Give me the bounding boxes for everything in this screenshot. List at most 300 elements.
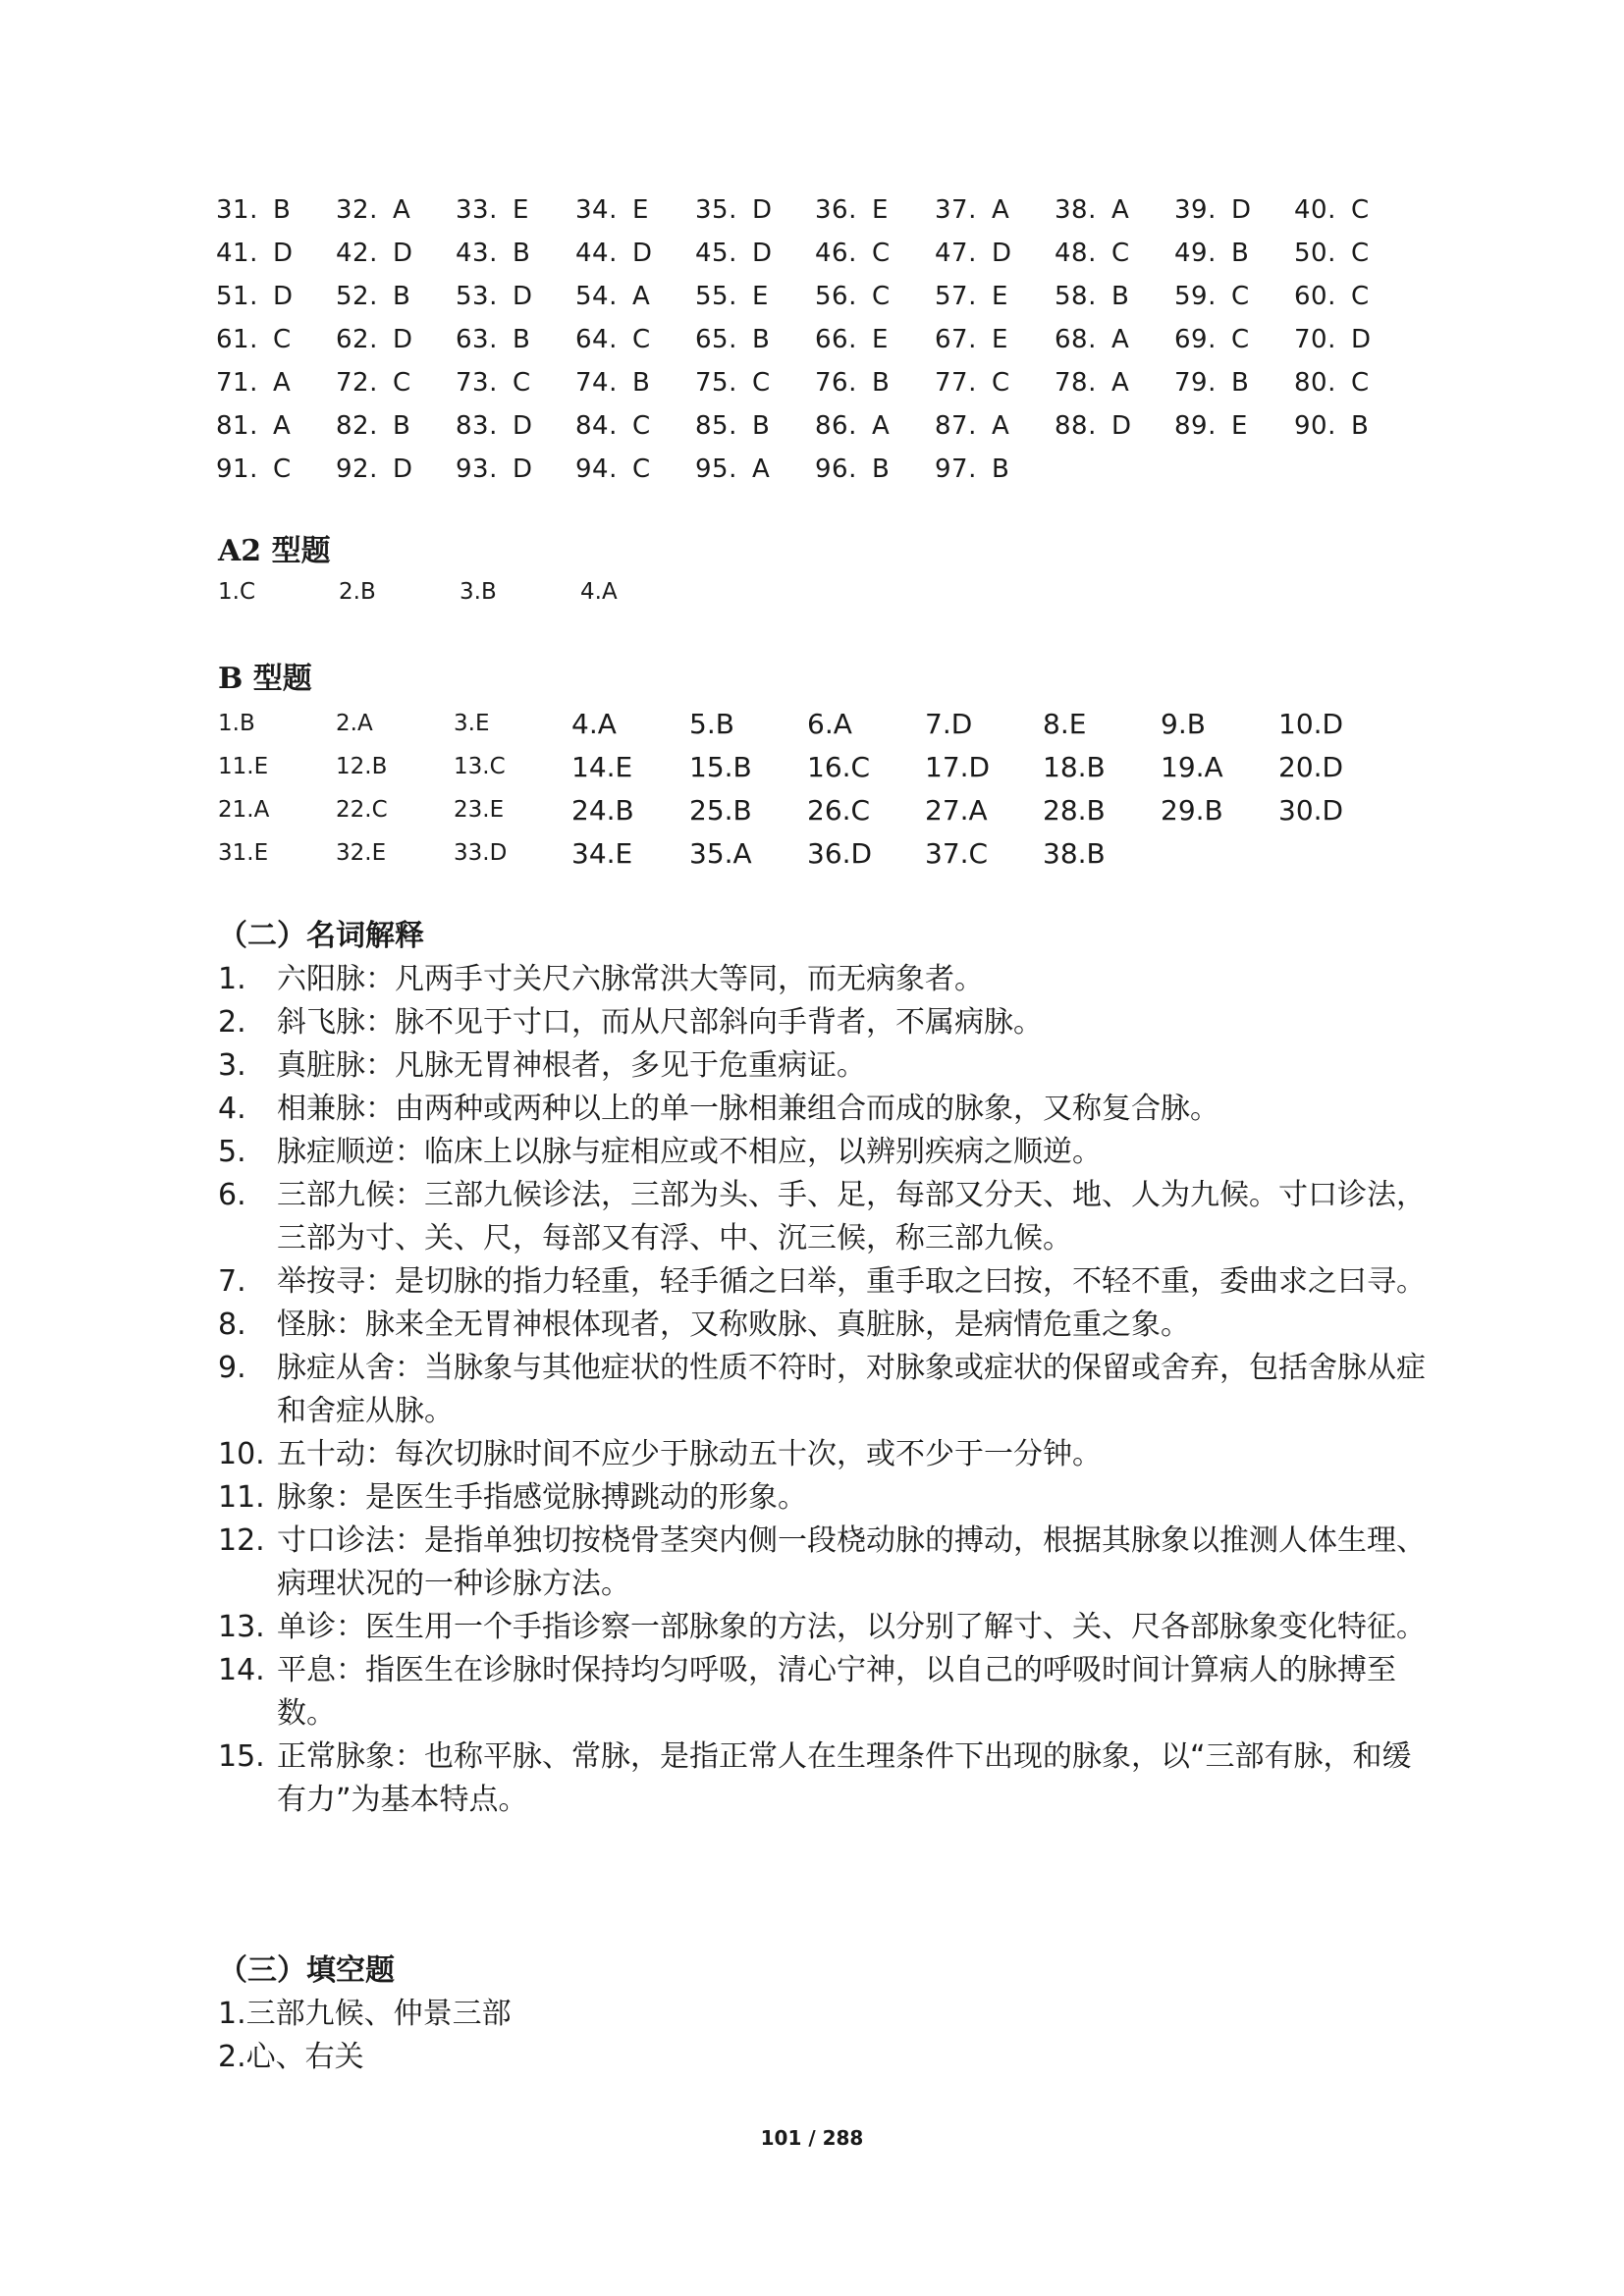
answer-cell: [815, 282, 935, 311]
answer-cell: 34.E: [571, 836, 633, 870]
answer-number: 54.: [575, 282, 618, 311]
definition-item: [218, 1649, 1426, 1735]
answer-letter: B: [513, 325, 531, 354]
answer-number: 94.: [575, 454, 618, 484]
answer-number: 78.: [1055, 368, 1097, 398]
definition-text: 平息：指医生在诊脉时保持均匀呼吸，清心宁神，以自己的呼吸时间计算病人的脉搏至数。: [277, 1653, 1396, 1731]
answer-letter: C: [1231, 325, 1250, 354]
answer-number: 35.: [695, 195, 737, 225]
answer-letter: E: [992, 325, 1008, 354]
answer-cell: [216, 195, 336, 225]
definition-text: 寸口诊法：是指单独切按桡骨茎突内侧一段桡动脉的搏动，根据其脉象以推测人体生理、病理状况的一种诊脉方法。: [277, 1523, 1426, 1601]
answer-number: 81.: [216, 411, 258, 441]
answer-cell: [456, 411, 575, 441]
answer-letter: D: [1231, 195, 1252, 225]
answer-letter: A: [872, 411, 891, 441]
answer-letter: B: [992, 454, 1010, 484]
definition-item: [218, 1131, 1426, 1174]
answer-number: 92.: [336, 454, 378, 484]
answer-number: 75.: [695, 368, 737, 398]
answer-cell: [695, 325, 815, 354]
answer-cell: [216, 454, 336, 484]
answer-letter: E: [513, 195, 529, 225]
answer-cell: 23.E: [454, 797, 505, 823]
answer-cell: [575, 282, 695, 311]
answer-number: 64.: [575, 325, 618, 354]
definition-number: 1.: [218, 962, 246, 996]
definition-number: 4.: [218, 1092, 246, 1126]
answer-letter: C: [872, 282, 891, 311]
answer-cell: [935, 325, 1055, 354]
answer-letter: C: [992, 368, 1010, 398]
answer-letter: D: [273, 282, 294, 311]
answer-number: 74.: [575, 368, 618, 398]
answer-letter: C: [273, 325, 292, 354]
answer-row: [216, 232, 1434, 275]
answer-cell: [336, 325, 456, 354]
answer-cell: [935, 368, 1055, 398]
answer-cell: 1.C: [218, 579, 256, 605]
definition-item: [218, 1433, 1426, 1476]
answer-cell: [575, 325, 695, 354]
definition-text: 单诊：医生用一个手指诊察一部脉象的方法，以分别了解寸、关、尺各部脉象变化特征。: [277, 1610, 1426, 1644]
answer-letter: A: [1111, 368, 1130, 398]
answer-number: 62.: [336, 325, 378, 354]
answer-cell: [456, 325, 575, 354]
definition-item: [218, 1520, 1426, 1606]
answer-letter: C: [632, 325, 651, 354]
answer-cell: [216, 368, 336, 398]
answer-number: 73.: [456, 368, 498, 398]
answer-cell: [575, 195, 695, 225]
answer-cell: 35.A: [689, 836, 752, 870]
answer-cell: 1.B: [218, 711, 255, 736]
definition-number: 6.: [218, 1178, 246, 1212]
answer-row: [216, 318, 1434, 361]
definition-text: 脉象：是医生手指感觉脉搏跳动的形象。: [277, 1480, 807, 1515]
answer-cell: 18.B: [1043, 750, 1106, 783]
answer-letter: D: [992, 239, 1012, 268]
answer-cell: [1055, 282, 1174, 311]
answer-cell: [336, 454, 456, 484]
definition-text: 五十动：每次切脉时间不应少于脉动五十次，或不少于一分钟。: [277, 1437, 1102, 1471]
answer-cell: [216, 239, 336, 268]
answer-row: [216, 448, 1434, 491]
answer-cell: [336, 239, 456, 268]
definition-item: [218, 1260, 1426, 1304]
answer-cell: 7.D: [925, 707, 973, 740]
answer-letter: C: [872, 239, 891, 268]
answer-cell: [695, 411, 815, 441]
answer-letter: D: [752, 195, 773, 225]
answer-letter: B: [872, 454, 891, 484]
definition-number: 8.: [218, 1308, 246, 1342]
answer-cell: [1055, 239, 1174, 268]
definition-item: [218, 1088, 1426, 1131]
answer-cell: [575, 368, 695, 398]
answer-letter: B: [393, 282, 411, 311]
definition-item: [218, 1735, 1426, 1822]
answer-cell: [695, 282, 815, 311]
answer-number: 79.: [1174, 368, 1217, 398]
answer-letter: C: [752, 368, 771, 398]
answer-cell: [1174, 325, 1294, 354]
answer-cell: [1294, 325, 1414, 354]
answer-cell: [935, 239, 1055, 268]
answer-letter: A: [992, 411, 1010, 441]
answer-cell: 24.B: [571, 793, 634, 827]
answer-cell: [456, 195, 575, 225]
answer-letter: B: [1231, 239, 1250, 268]
answer-cell: [575, 454, 695, 484]
answer-letter: D: [513, 454, 533, 484]
answer-number: 56.: [815, 282, 857, 311]
answer-number: 46.: [815, 239, 857, 268]
answer-number: 87.: [935, 411, 977, 441]
answer-cell: [815, 454, 935, 484]
answer-cell: 36.D: [807, 836, 873, 870]
answer-cell: [1174, 195, 1294, 225]
fill-in-answer: 2.心、右关: [218, 2040, 364, 2074]
page-number: 101 / 288: [760, 2126, 864, 2150]
answer-number: 34.: [575, 195, 618, 225]
answer-number: 82.: [336, 411, 378, 441]
answer-letter: A: [1111, 325, 1130, 354]
answer-letter: D: [1351, 325, 1372, 354]
answer-number: 45.: [695, 239, 737, 268]
answer-letter: D: [513, 282, 533, 311]
answer-number: 84.: [575, 411, 618, 441]
answer-cell: [935, 411, 1055, 441]
answer-number: 97.: [935, 454, 977, 484]
answer-letter: C: [393, 368, 411, 398]
answer-number: 66.: [815, 325, 857, 354]
answer-letter: E: [752, 282, 769, 311]
answer-cell: [456, 454, 575, 484]
answer-number: 89.: [1174, 411, 1217, 441]
answer-letter: C: [513, 368, 531, 398]
answer-cell: 4.A: [571, 707, 617, 740]
answer-row: [218, 788, 1396, 831]
answer-letter: D: [393, 454, 413, 484]
answer-letter: A: [273, 368, 292, 398]
definitions-section-title: （二）名词解释: [218, 919, 424, 953]
answer-number: 32.: [336, 195, 378, 225]
a2-section-title: A2 型题: [218, 534, 331, 568]
answer-cell: 21.A: [218, 797, 270, 823]
answer-number: 72.: [336, 368, 378, 398]
answer-cell: [1294, 368, 1414, 398]
definition-text: 真脏脉：凡脉无胃神根者，多见于危重病证。: [277, 1048, 866, 1083]
answer-row: [216, 361, 1434, 404]
answer-cell: 2.A: [336, 711, 373, 736]
answer-cell: 14.E: [571, 750, 633, 783]
answer-cell: 10.D: [1278, 707, 1344, 740]
answer-row: [218, 745, 1396, 788]
answer-cell: 27.A: [925, 793, 988, 827]
answer-letter: C: [1231, 282, 1250, 311]
answer-number: 95.: [695, 454, 737, 484]
answer-row: [218, 831, 1396, 875]
b-section-title: B 型题: [218, 662, 312, 696]
answer-letter: D: [393, 325, 413, 354]
answer-cell: 4.A: [580, 579, 618, 605]
definition-number: 7.: [218, 1264, 246, 1299]
answer-number: 91.: [216, 454, 258, 484]
answer-cell: [815, 368, 935, 398]
answer-cell: 17.D: [925, 750, 991, 783]
answer-number: 76.: [815, 368, 857, 398]
answer-letter: D: [632, 239, 653, 268]
answer-letter: B: [632, 368, 651, 398]
answer-letter: C: [1111, 239, 1130, 268]
answer-cell: 29.B: [1161, 793, 1223, 827]
answer-number: 90.: [1294, 411, 1336, 441]
answer-row: [218, 702, 1396, 745]
answer-letter: D: [752, 239, 773, 268]
answer-letter: B: [513, 239, 531, 268]
fill-in-list: [218, 1993, 512, 2079]
definition-number: 3.: [218, 1048, 246, 1083]
answer-number: 61.: [216, 325, 258, 354]
answer-number: 51.: [216, 282, 258, 311]
a1-answer-grid: [216, 188, 1434, 491]
answer-cell: 22.C: [336, 797, 388, 823]
answer-number: 36.: [815, 195, 857, 225]
answer-number: 63.: [456, 325, 498, 354]
answer-number: 96.: [815, 454, 857, 484]
answer-letter: E: [872, 325, 889, 354]
answer-cell: [216, 282, 336, 311]
answer-number: 58.: [1055, 282, 1097, 311]
definition-item: [218, 1044, 1426, 1088]
answer-letter: A: [273, 411, 292, 441]
answer-cell: 8.E: [1043, 707, 1087, 740]
answer-number: 53.: [456, 282, 498, 311]
answer-number: 33.: [456, 195, 498, 225]
answer-cell: [336, 368, 456, 398]
answer-letter: A: [393, 195, 411, 225]
answer-number: 40.: [1294, 195, 1336, 225]
answer-cell: 12.B: [336, 754, 388, 779]
definition-text: 怪脉：脉来全无胃神根体现者，又称败脉、真脏脉，是病情危重之象。: [277, 1308, 1190, 1342]
answer-cell: [1055, 368, 1174, 398]
answer-cell: 26.C: [807, 793, 871, 827]
answer-number: 38.: [1055, 195, 1097, 225]
answer-letter: D: [1111, 411, 1132, 441]
answer-letter: E: [1231, 411, 1248, 441]
answer-cell: 11.E: [218, 754, 269, 779]
answer-cell: [695, 195, 815, 225]
answer-cell: [1055, 411, 1174, 441]
answer-cell: [935, 454, 1055, 484]
answer-cell: 28.B: [1043, 793, 1106, 827]
answer-cell: [336, 195, 456, 225]
answer-letter: B: [393, 411, 411, 441]
answer-cell: 13.C: [454, 754, 506, 779]
answer-letter: A: [632, 282, 651, 311]
answer-row: [216, 404, 1434, 448]
answer-cell: [695, 239, 815, 268]
answer-letter: B: [1231, 368, 1250, 398]
answer-number: 42.: [336, 239, 378, 268]
answer-letter: C: [1351, 195, 1370, 225]
answer-number: 41.: [216, 239, 258, 268]
answer-cell: [216, 411, 336, 441]
answer-cell: [1174, 411, 1294, 441]
answer-cell: [935, 282, 1055, 311]
definition-item: [218, 1304, 1426, 1347]
answer-cell: [1294, 239, 1414, 268]
definition-item: [218, 1606, 1426, 1649]
answer-cell: 25.B: [689, 793, 752, 827]
answer-cell: 16.C: [807, 750, 871, 783]
answer-letter: B: [273, 195, 292, 225]
answer-cell: [1294, 195, 1414, 225]
answer-number: 55.: [695, 282, 737, 311]
answer-letter: B: [1111, 282, 1130, 311]
answer-cell: 3.B: [460, 579, 497, 605]
answer-letter: D: [393, 239, 413, 268]
answer-cell: [1055, 195, 1174, 225]
answer-cell: [1055, 325, 1174, 354]
definition-item: [218, 1476, 1426, 1520]
b-answer-grid: [218, 702, 1396, 875]
definition-number: 11.: [218, 1480, 265, 1515]
answer-cell: [815, 239, 935, 268]
definition-text: 脉症从舍：当脉象与其他症状的性质不符时，对脉象或症状的保留或舍弃，包括舍脉从症和舍症从脉。: [277, 1351, 1426, 1428]
answer-letter: D: [513, 411, 533, 441]
answer-number: 71.: [216, 368, 258, 398]
answer-letter: C: [273, 454, 292, 484]
answer-letter: E: [872, 195, 889, 225]
answer-cell: 33.D: [454, 840, 508, 866]
answer-cell: [336, 411, 456, 441]
answer-letter: E: [632, 195, 649, 225]
answer-cell: [456, 239, 575, 268]
answer-number: 48.: [1055, 239, 1097, 268]
definitions-list: [218, 958, 1426, 1822]
definition-item: [218, 958, 1426, 1001]
answer-letter: A: [1111, 195, 1130, 225]
answer-number: 67.: [935, 325, 977, 354]
answer-number: 39.: [1174, 195, 1217, 225]
answer-number: 37.: [935, 195, 977, 225]
answer-letter: B: [872, 368, 891, 398]
definition-text: 举按寻：是切脉的指力轻重，轻手循之曰举，重手取之曰按，不轻不重，委曲求之曰寻。: [277, 1264, 1426, 1299]
answer-cell: [1174, 282, 1294, 311]
answer-cell: 6.A: [807, 707, 852, 740]
answer-cell: [216, 325, 336, 354]
answer-letter: B: [752, 411, 771, 441]
answer-cell: 38.B: [1043, 836, 1106, 870]
answer-number: 50.: [1294, 239, 1336, 268]
answer-cell: 30.D: [1278, 793, 1344, 827]
answer-cell: [695, 368, 815, 398]
answer-cell: [456, 368, 575, 398]
definition-number: 5.: [218, 1135, 246, 1169]
answer-number: 88.: [1055, 411, 1097, 441]
definition-number: 10.: [218, 1437, 265, 1471]
answer-number: 69.: [1174, 325, 1217, 354]
answer-letter: D: [273, 239, 294, 268]
answer-number: 83.: [456, 411, 498, 441]
answer-cell: [1294, 282, 1414, 311]
definition-number: 15.: [218, 1739, 265, 1774]
answer-letter: C: [1351, 239, 1370, 268]
answer-cell: [1174, 368, 1294, 398]
answer-letter: A: [992, 195, 1010, 225]
answer-letter: C: [1351, 368, 1370, 398]
answer-number: 85.: [695, 411, 737, 441]
answer-number: 59.: [1174, 282, 1217, 311]
answer-number: 80.: [1294, 368, 1336, 398]
definition-number: 14.: [218, 1653, 265, 1687]
answer-cell: [1174, 239, 1294, 268]
definition-text: 脉症顺逆：临床上以脉与症相应或不相应，以辨别疾病之顺逆。: [277, 1135, 1102, 1169]
answer-cell: [575, 411, 695, 441]
answer-letter: C: [1351, 282, 1370, 311]
answer-letter: E: [992, 282, 1008, 311]
answer-cell: 15.B: [689, 750, 752, 783]
answer-number: 68.: [1055, 325, 1097, 354]
answer-number: 31.: [216, 195, 258, 225]
answer-cell: 37.C: [925, 836, 989, 870]
answer-number: 70.: [1294, 325, 1336, 354]
answer-letter: B: [752, 325, 771, 354]
answer-cell: [1294, 411, 1414, 441]
answer-cell: 9.B: [1161, 707, 1206, 740]
definition-number: 9.: [218, 1351, 246, 1385]
definition-item: [218, 1347, 1426, 1433]
answer-number: 93.: [456, 454, 498, 484]
answer-number: 86.: [815, 411, 857, 441]
definition-text: 六阳脉：凡两手寸关尺六脉常洪大等同，而无病象者。: [277, 962, 984, 996]
definition-text: 相兼脉：由两种或两种以上的单一脉相兼组合而成的脉象，又称复合脉。: [277, 1092, 1219, 1126]
answer-cell: [456, 282, 575, 311]
answer-cell: 3.E: [454, 711, 490, 736]
definition-item: [218, 1001, 1426, 1044]
answer-cell: [935, 195, 1055, 225]
answer-row: [216, 188, 1434, 232]
answer-number: 44.: [575, 239, 618, 268]
answer-letter: B: [1351, 411, 1370, 441]
answer-cell: [575, 239, 695, 268]
definition-number: 2.: [218, 1005, 246, 1040]
definition-text: 三部九候：三部九候诊法，三部为头、手、足，每部又分天、地、人为九候。寸口诊法，三部为寸、关、尺，每部又有浮、中、沉三候，称三部九候。: [277, 1178, 1426, 1255]
answer-number: 52.: [336, 282, 378, 311]
answer-row: [216, 275, 1434, 318]
answer-cell: [815, 411, 935, 441]
definition-number: 12.: [218, 1523, 265, 1558]
answer-number: 60.: [1294, 282, 1336, 311]
answer-letter: C: [632, 454, 651, 484]
answer-cell: [815, 195, 935, 225]
fill-in-answer: 1.三部九候、仲景三部: [218, 1997, 512, 2031]
answer-cell: 2.B: [339, 579, 376, 605]
answer-cell: [695, 454, 815, 484]
definition-number: 13.: [218, 1610, 265, 1644]
definition-text: 斜飞脉：脉不见于寸口，而从尺部斜向手背者，不属病脉。: [277, 1005, 1043, 1040]
answer-number: 57.: [935, 282, 977, 311]
a2-answer-row: [218, 579, 701, 605]
answer-number: 47.: [935, 239, 977, 268]
answer-cell: 32.E: [336, 840, 387, 866]
answer-number: 77.: [935, 368, 977, 398]
answer-cell: 20.D: [1278, 750, 1344, 783]
answer-cell: 31.E: [218, 840, 269, 866]
answer-letter: A: [752, 454, 771, 484]
